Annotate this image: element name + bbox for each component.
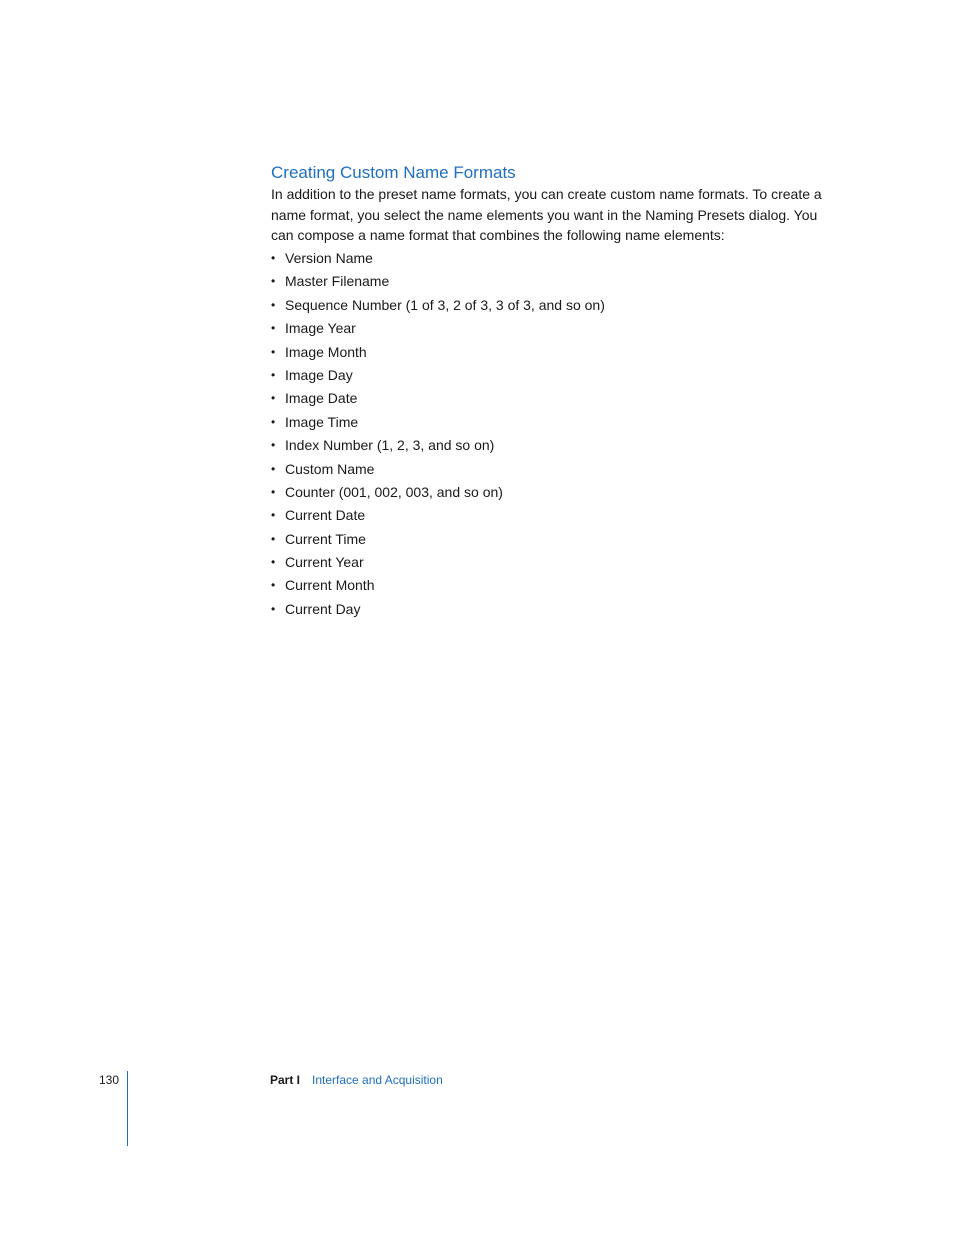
list-item-label: Index Number (1, 2, 3, and so on) xyxy=(285,437,495,454)
bullet-icon: • xyxy=(271,297,276,312)
list-item xyxy=(271,342,605,365)
bullet-icon: • xyxy=(271,555,276,570)
list-item-label: Image Time xyxy=(285,413,359,430)
bullet-icon: • xyxy=(271,461,276,476)
list-item-label: Counter (001, 002, 003, and so on) xyxy=(285,483,503,500)
list-item-label: Custom Name xyxy=(285,460,375,477)
bullet-icon: • xyxy=(271,391,276,406)
list-item xyxy=(271,482,605,505)
list-item-label: Master Filename xyxy=(285,273,390,290)
bullet-icon: • xyxy=(271,438,276,453)
bullet-icon: • xyxy=(271,251,276,265)
list-item xyxy=(271,412,605,435)
list-item-label: Current Month xyxy=(285,577,375,594)
list-item xyxy=(271,552,605,575)
list-item xyxy=(271,435,605,458)
list-item-label: Image Month xyxy=(285,343,367,360)
footer-part-label: Part I xyxy=(270,1073,301,1087)
list-item xyxy=(271,388,605,411)
bullet-icon: • xyxy=(271,531,276,546)
bullet-icon: • xyxy=(271,274,276,289)
list-item xyxy=(271,459,605,482)
list-item-label: Image Year xyxy=(285,320,356,337)
list-item-label: Version Name xyxy=(285,250,373,266)
list-item-label: Current Date xyxy=(285,507,366,524)
list-item-label: Sequence Number (1 of 3, 2 of 3, 3 of 3, and so on) xyxy=(285,296,605,313)
list-item xyxy=(271,575,605,598)
footer-divider xyxy=(127,1071,128,1146)
list-item xyxy=(271,599,605,622)
list-item xyxy=(271,318,605,341)
list-item xyxy=(271,505,605,528)
list-item xyxy=(271,529,605,552)
list-item-label: Current Year xyxy=(285,554,364,571)
bullet-icon: • xyxy=(271,321,276,336)
footer-part-title: Interface and Acquisition xyxy=(312,1073,443,1087)
page-number: 130 xyxy=(98,1073,119,1087)
bullet-icon: • xyxy=(271,601,276,616)
bullet-icon: • xyxy=(271,344,276,359)
list-item xyxy=(271,271,605,294)
list-item-label: Current Time xyxy=(285,530,366,547)
list-item-label: Current Day xyxy=(285,600,361,617)
intro-paragraph: In addition to the preset name formats, you can create custom name formats. To create a name format, you select the name elements you want in the Naming Presets dialog. You can compose a name format that combines the following name elements: xyxy=(271,186,822,244)
list-item xyxy=(271,248,605,271)
list-item-label: Image Date xyxy=(285,390,358,407)
bullet-icon: • xyxy=(271,414,276,429)
bullet-icon: • xyxy=(271,367,276,382)
name-elements-list xyxy=(271,248,605,622)
list-item xyxy=(271,295,605,318)
list-item xyxy=(271,365,605,388)
bullet-icon: • xyxy=(271,508,276,523)
bullet-icon: • xyxy=(271,578,276,593)
list-item-label: Image Day xyxy=(285,366,353,383)
section-heading: Creating Custom Name Formats xyxy=(271,163,516,182)
bullet-icon: • xyxy=(271,484,276,499)
